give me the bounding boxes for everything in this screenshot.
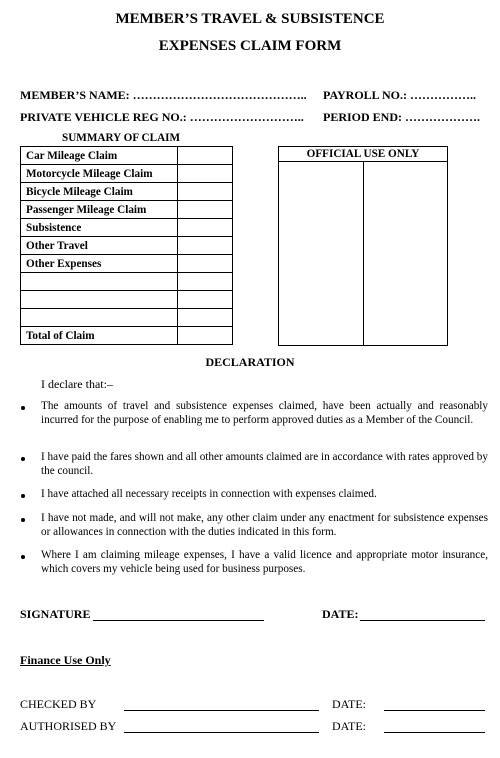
- claim-row-label: Other Travel: [21, 237, 178, 255]
- claim-row-label: Motorcycle Mileage Claim: [21, 165, 178, 183]
- claim-amount-cell[interactable]: [178, 273, 233, 291]
- claim-amount-cell[interactable]: [178, 201, 233, 219]
- authorised-date-label: DATE:: [332, 719, 366, 733]
- claim-row: [21, 219, 233, 237]
- authorised-date-line[interactable]: [384, 732, 485, 733]
- claim-amount-cell[interactable]: [178, 147, 233, 165]
- vehicle-reg-field[interactable]: PRIVATE VEHICLE REG NO.: ………………………..: [20, 110, 304, 124]
- summary-table: [20, 146, 233, 345]
- claim-row: [21, 273, 233, 291]
- authorised-by-line[interactable]: [124, 732, 319, 733]
- claim-row-label: Total of Claim: [21, 327, 178, 345]
- signature-date-label: DATE:: [322, 607, 359, 621]
- claim-amount-cell[interactable]: [178, 219, 233, 237]
- period-end-field[interactable]: PERIOD END: ……………….: [323, 110, 481, 124]
- bullet-dot: [21, 518, 25, 522]
- claim-row-label: [21, 273, 178, 291]
- claim-row: [21, 147, 233, 165]
- claim-amount-cell[interactable]: [178, 255, 233, 273]
- claim-amount-cell[interactable]: [178, 291, 233, 309]
- payroll-no-field[interactable]: PAYROLL NO.: ……………..: [323, 88, 477, 102]
- claim-row: [21, 309, 233, 327]
- claim-row: [21, 165, 233, 183]
- claim-row: [21, 183, 233, 201]
- claim-amount-cell[interactable]: [178, 165, 233, 183]
- finance-heading: Finance Use Only: [20, 653, 111, 667]
- claim-row-label: Bicycle Mileage Claim: [21, 183, 178, 201]
- form-title-line1: MEMBER’S TRAVEL & SUBSISTENCE: [115, 11, 385, 27]
- claim-amount-cell[interactable]: [178, 327, 233, 345]
- claim-row-label: Subsistence: [21, 219, 178, 237]
- declaration-bullet-1: The amounts of travel and subsistence expenses claimed, have been actually and reasonably incurred for the purpose of enabling me to perform approved duties as a Member of the Council.: [41, 400, 488, 426]
- signature-label: SIGNATURE: [20, 607, 91, 621]
- claim-amount-cell[interactable]: [178, 237, 233, 255]
- declaration-heading: DECLARATION: [205, 355, 295, 369]
- declaration-intro: I declare that:–: [41, 377, 113, 391]
- declaration-bullet-4: I have not made, and will not make, any other claim under any enactment for subsistence expenses or allowances in connection with the duties indicated in this form.: [41, 512, 488, 538]
- declaration-bullet-3: I have attached all necessary receipts in connection with expenses claimed.: [41, 488, 377, 500]
- bullet-dot: [21, 494, 25, 498]
- checked-by-label: CHECKED BY: [20, 697, 97, 711]
- bullet-dot: [21, 555, 25, 559]
- official-use-divider: [363, 162, 364, 345]
- bullet-dot: [21, 457, 25, 461]
- declaration-bullet-5: Where I am claiming mileage expenses, I have a valid licence and appropriate motor insurance, which covers my vehicle being used for business purposes.: [41, 549, 488, 575]
- form-title-line2: EXPENSES CLAIM FORM: [158, 38, 342, 54]
- bullet-dot: [21, 406, 25, 410]
- claim-amount-cell[interactable]: [178, 309, 233, 327]
- claim-row-label: Passenger Mileage Claim: [21, 201, 178, 219]
- official-use-box: [278, 146, 448, 346]
- checked-by-line[interactable]: [124, 710, 319, 711]
- claim-amount-cell[interactable]: [178, 183, 233, 201]
- claim-row-label: [21, 291, 178, 309]
- claim-row-label: Other Expenses: [21, 255, 178, 273]
- claim-row: [21, 327, 233, 345]
- checked-date-line[interactable]: [384, 710, 485, 711]
- authorised-by-label: AUTHORISED BY: [20, 719, 117, 733]
- declaration-bullet-2: I have paid the fares shown and all other amounts claimed are in accordance with rates approved by the council.: [41, 451, 488, 477]
- signature-date-line[interactable]: [360, 620, 485, 621]
- claim-row-label: [21, 309, 178, 327]
- claim-row: [21, 255, 233, 273]
- official-use-heading: OFFICIAL USE ONLY: [279, 147, 447, 162]
- claim-row: [21, 237, 233, 255]
- checked-date-label: DATE:: [332, 697, 366, 711]
- member-name-field[interactable]: MEMBER’S NAME: ……………………………………..: [20, 88, 307, 102]
- claim-row: [21, 291, 233, 309]
- summary-heading: SUMMARY OF CLAIM: [62, 132, 181, 144]
- claim-row-label: Car Mileage Claim: [21, 147, 178, 165]
- claim-row: [21, 201, 233, 219]
- signature-line[interactable]: [93, 620, 264, 621]
